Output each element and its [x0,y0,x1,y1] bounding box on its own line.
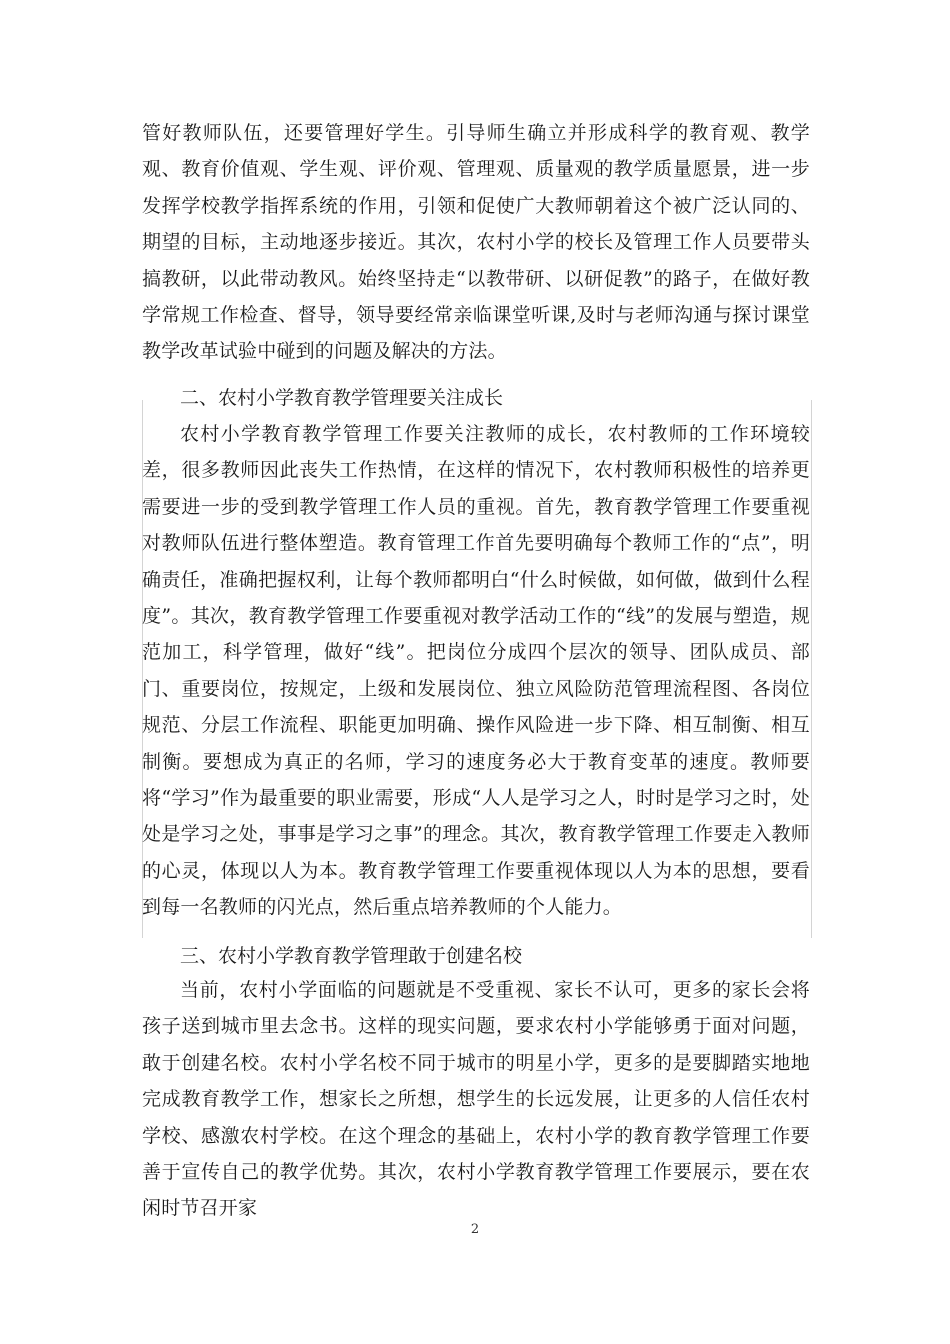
body-paragraph-1: 管好教师队伍，还要管理好学生。引导师生确立并形成科学的教育观、教学观、教育价值观、学生观、评价观、管理观、质量观的教学质量愿景，进一步发挥学校教学指挥系统的作用，引领和促使广大教师朝着这个被广泛认同的、期望的目标，主动地逐步接近。其次，农村小学的校长及管理工作人员要带头搞教研，以此带动教风。始终坚持走“以教带研、以研促教”的路子，在做好教学常规工作检查、督导，领导要经常亲临课堂听课,及时与老师沟通与探讨课堂教学改革试验中碰到的问题及解决的方法。 [142,122,810,363]
section-heading-3: 三、农村小学教育教学管理敢于创建名校 [180,945,523,967]
page-number: 2 [470,1222,480,1237]
body-paragraph-2: 农村小学教育教学管理工作要关注教师的成长，农村教师的工作环境较差，很多教师因此丧失工作热情，在这样的情况下，农村教师积极性的培养更需要进一步的受到教学管理工作人员的重视。首先，教育教学管理工作要重视对教师队伍进行整体塑造。教育管理工作首先要明确每个教师工作的“点”，明确责任，准确把握权利，让每个教师都明白“什么时候做，如何做，做到什么程度”。其次，教育教学管理工作要重视对教学活动工作的“线”的发展与塑造，规范加工，科学管理，做好“线”。把岗位分成四个层次的领导、团队成员、部门、重要岗位，按规定，上级和发展岗位、独立风险防范管理流程图、各岗位规范、分层工作流程、职能更加明确、操作风险进一步下降、相互制衡、相互制衡。要想成为真正的名师，学习的速度务必大于教育变革的速度。教师要将“学习”作为最重要的职业需要，形成“人人是学习之人，时时是学习之时，处处是学习之处，事事是学习之事”的理念。其次，教育教学管理工作要走入教师的心灵，体现以人为本。教育教学管理工作要重视体现以人为本的思想，要看到每一名教师的闪光点，然后重点培养教师的个人能力。 [142,423,810,919]
section-heading-2: 二、农村小学教育教学管理要关注成长 [180,387,504,409]
body-paragraph-3: 当前，农村小学面临的问题就是不受重视、家长不认可，更多的家长会将孩子送到城市里去念书。这样的现实问题，要求农村小学能够勇于面对问题，敢于创建名校。农村小学名校不同于城市的明星小学，更多的是要脚踏实地地完成教育教学工作，想家长之所想，想学生的长远发展，让更多的人信任农村学校、感激农村学校。在这个理念的基础上，农村小学的教育教学管理工作要善于宣传自己的教学优势。其次，农村小学教育教学管理工作要展示，要在农闲时节召开家 [142,979,810,1220]
